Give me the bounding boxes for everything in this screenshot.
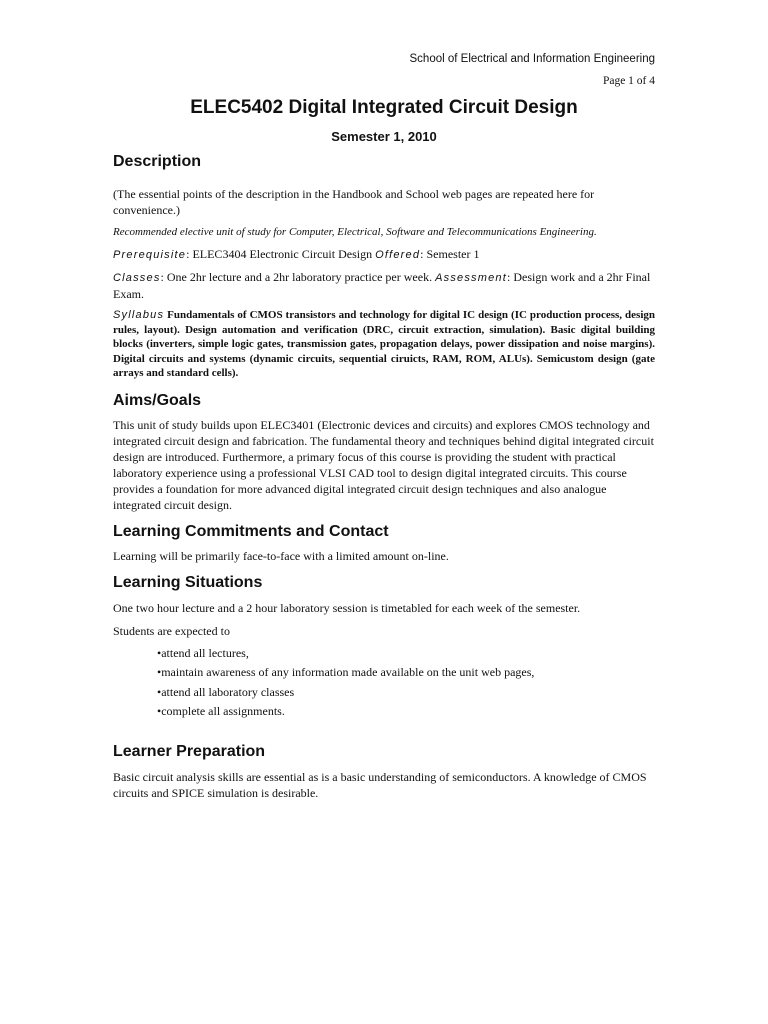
syllabus-paragraph bbox=[113, 308, 655, 381]
aims-text: This unit of study builds upon ELEC3401 (Electronic devices and circuits) and explores CMOS technology and integrated circuit design and fabrication. The fundamental theory and techniques behind digital integrated circuit design are introduced. Furthermore, a primary focus of this course is providing the student with practical laboratory experience using a professional VLSI CAD tool to design digital integrated circuits. This course provides a foundation for more advanced digital integrated circuit design techniques and also analogue integrated circuit design. bbox=[113, 417, 654, 512]
preparation-heading: Learner Preparation bbox=[113, 742, 266, 760]
preparation-text: Basic circuit analysis skills are essential as is a basic understanding of semiconductors. A knowledge of CMOS circuits and SPICE simulation is desirable. bbox=[113, 769, 647, 800]
prerequisite-label: Prerequisite bbox=[113, 249, 187, 261]
classes-label: Classes bbox=[113, 272, 161, 284]
list-item: • maintain awareness of any information made available on the unit web pages, bbox=[157, 663, 655, 683]
offered-label: Offered bbox=[375, 249, 421, 261]
document-body bbox=[113, 152, 655, 801]
prerequisite-value: : ELEC3404 Electronic Circuit Design bbox=[186, 247, 376, 261]
syllabus-text: Fundamentals of CMOS transistors and technology for digital IC design (IC production process, design rules, layout). Design automation and verification (DRC, circuit extraction, simulation). Basic digital building blocks (inverters, simple logic gates, transmission gates, propagation delays, power dissipation and noise margins). Digital circuits and systems (dynamic circuits, sequential ciruicts, RAM, ROM, ALUs). Semicustom design (gate arrays and standard cells). bbox=[113, 309, 655, 379]
description-heading: Description bbox=[113, 153, 202, 170]
commitments-heading: Learning Commitments and Contact bbox=[113, 522, 389, 540]
assessment-label: Assessment bbox=[435, 272, 507, 284]
list-item: • attend all laboratory classes bbox=[157, 683, 655, 703]
list-item: • attend all lectures, bbox=[157, 644, 655, 664]
assessment-value: : Design work and a 2hr Final Exam. bbox=[113, 270, 651, 301]
offered-value: : Semester 1 bbox=[420, 247, 480, 261]
school-name: School of Electrical and Information Engineering bbox=[409, 53, 655, 65]
aims-heading: Aims/Goals bbox=[113, 391, 202, 409]
classes-value: : One 2hr lecture and a 2hr laboratory practice per week. bbox=[160, 270, 436, 284]
list-item: • complete all assignments. bbox=[157, 702, 655, 722]
semester-subtitle: Semester 1, 2010 bbox=[331, 129, 437, 144]
commitments-text: Learning will be primarily face-to-face with a limited amount on-line. bbox=[113, 548, 449, 563]
page-number: Page 1 of 4 bbox=[602, 75, 655, 87]
situations-heading: Learning Situations bbox=[113, 573, 263, 591]
prerequisite-line bbox=[113, 246, 655, 263]
students-expected-text: Students are expected to bbox=[113, 623, 230, 638]
situations-text: One two hour lecture and a 2 hour laboratory session is timetabled for each week of the semester. bbox=[113, 600, 581, 615]
classes-line bbox=[113, 269, 655, 302]
expectations-list bbox=[113, 644, 655, 722]
recommended-text: Recommended elective unit of study for Computer, Electrical, Software and Telecommunications Engineering. bbox=[113, 226, 597, 238]
description-intro: (The essential points of the description in the Handbook and School web pages are repeated here for convenience.) bbox=[113, 187, 595, 217]
document-title: ELEC5402 Digital Integrated Circuit Design bbox=[190, 97, 578, 118]
syllabus-label: Syllabus bbox=[113, 309, 165, 321]
